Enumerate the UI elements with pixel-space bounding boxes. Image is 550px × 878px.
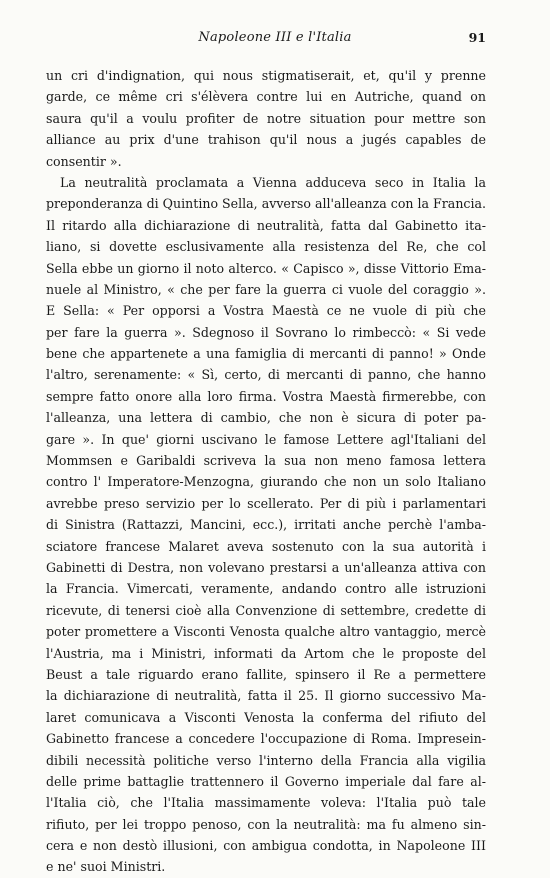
text-line: gare ». In que' giorni uscivano le famose Lettere agl'Italiani del [46, 431, 486, 447]
text-line: la dichiarazione di neutralità, fatta il 25. Il giorno successivo Ma- [46, 688, 486, 704]
text-line: avrebbe preso servizio per lo scellerato. Per di più i parlamentari [46, 495, 486, 511]
text-line: e ne' suoi Ministri. [46, 859, 166, 875]
text-line: E Sella: « Per opporsi a Vostra Maestà ce ne vuole di più che [46, 303, 486, 319]
text-line: di Sinistra (Rattazzi, Mancini, ecc.), irritati anche perchè l'amba- [46, 517, 486, 533]
text-line: laret comunicava a Visconti Venosta la conferma del rifiuto del [46, 709, 486, 725]
text-line: Mommsen e Garibaldi scriveva la sua non meno famosa lettera [46, 453, 486, 469]
text-line: sciatore francese Malaret aveva sostenuto con la sua autorità i [46, 538, 486, 554]
text-line: Il ritardo alla dichiarazione di neutralità, fatta dal Gabinetto ita- [46, 217, 486, 233]
text-line: bene che appartenete a una famiglia di mercanti di panno! » Onde [46, 346, 486, 362]
page-number: 91 [468, 30, 486, 45]
text-line: consentir ». [46, 153, 122, 169]
text-line: l'altro, serenamente: « Sì, certo, di mercanti di panno, che hanno [46, 367, 486, 383]
text-line: nuele al Ministro, « che per fare la guerra ci vuole del coraggio ». [46, 281, 486, 297]
text-line: Sella ebbe un giorno il noto alterco. « Capisco », disse Vittorio Ema- [46, 260, 486, 276]
text-line: dibili necessità politiche verso l'interno della Francia alla vigilia [46, 752, 486, 768]
text-line: l'Austria, ma i Ministri, informati da Artom che le proposte del [46, 645, 486, 661]
text-line: Gabinetto francese a concedere l'occupazione di Roma. Impresein- [46, 731, 486, 747]
text-line: sempre fatto onore alla loro firma. Vostra Maestà firmerebbe, con [46, 388, 486, 404]
text-line: poter promettere a Visconti Venosta qualche altro vantaggio, mercè [46, 624, 486, 640]
running-title: Napoleone III e l'Italia [198, 30, 352, 45]
text-line: liano, si dovette esclusivamente alla resistenza del Re, che col [46, 239, 486, 255]
text-line: saura qu'il a voulu profiter de notre situation pour mettre son [46, 110, 486, 126]
text-line: garde, ce même cri s'élèvera contre lui en Autriche, quand on [46, 89, 486, 105]
text-line: delle prime battaglie trattennero il Governo imperiale dal fare al- [46, 773, 486, 789]
text-line: Gabinetti di Destra, non volevano prestarsi a un'alleanza attiva con [46, 559, 486, 575]
text-line: cera e non destò illusioni, con ambigua condotta, in Napoleone III [46, 838, 486, 854]
text-line: Beust a tale riguardo erano fallite, spinsero il Re a permettere [46, 666, 486, 682]
text-line: ricevute, di tenersi cioè alla Convenzione di settembre, credette di [46, 602, 486, 618]
text-line: La neutralità proclamata a Vienna adduceva seco in Italia la [60, 174, 486, 190]
body-text [46, 65, 486, 878]
text-line: l'Italia ciò, che l'Italia massimamente voleva: l'Italia può tale [46, 795, 486, 811]
text-line: rifiuto, per lei troppo penoso, con la neutralità: ma fu almeno sin- [46, 816, 486, 832]
text-line: alliance au prix d'une trahison qu'il nous a jugés capables de [46, 132, 486, 148]
running-header [0, 30, 550, 50]
text-line: per fare la guerra ». Sdegnoso il Sovrano lo rimbeccò: « Si vede [46, 324, 486, 340]
text-line: l'alleanza, una lettera di cambio, che non è sicura di poter pa- [46, 410, 486, 426]
text-line: contro l' Imperatore-Menzogna, giurando che non un solo Italiano [46, 474, 486, 490]
text-line: un cri d'indignation, qui nous stigmatiserait, et, qu'il y prenne [46, 68, 486, 83]
text-line: preponderanza di Quintino Sella, avverso all'alleanza con la Francia. [46, 196, 486, 212]
text-line: la Francia. Vimercati, veramente, andando contro alle istruzioni [46, 581, 486, 597]
